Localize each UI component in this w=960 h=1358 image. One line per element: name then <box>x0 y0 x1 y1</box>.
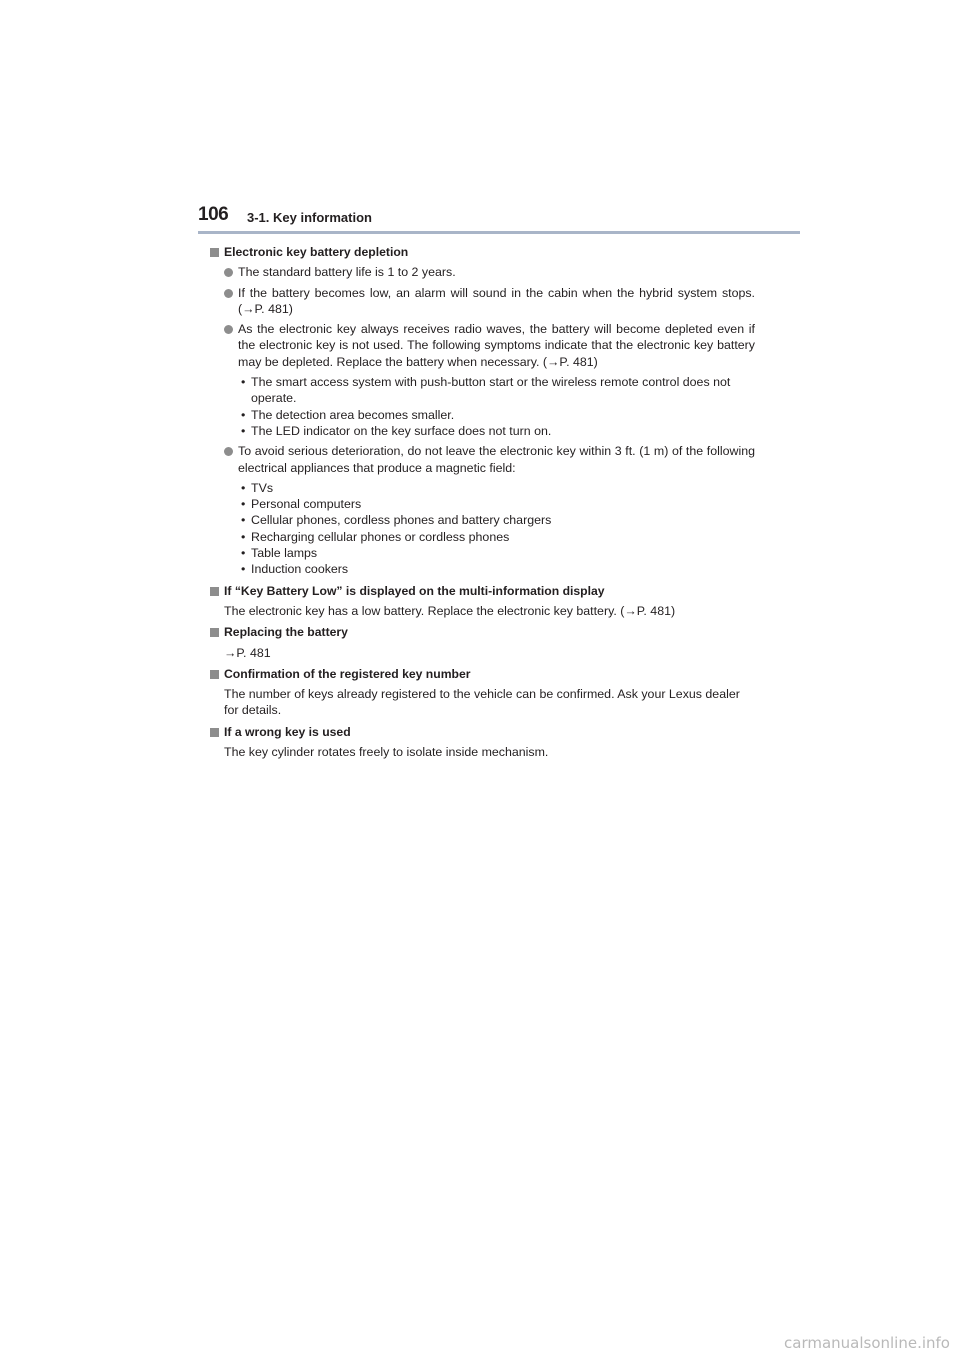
square-bullet-icon <box>210 628 219 637</box>
header-rule <box>198 231 800 234</box>
bullet-text: As the electronic key always receives radio waves, the battery will become depleted even if the electronic key is not used. The following symptoms indicate that the electronic key battery may be depleted. Replace the battery when necessary. (→P. 481) <box>238 322 755 369</box>
bullet-text: To avoid serious deterioration, do not leave the electronic key within 3 ft. (1 m) of the following electrical appliances that produce a magnetic field: <box>238 444 755 475</box>
section-heading-text: If “Key Battery Low” is displayed on the multi-information display <box>224 583 605 598</box>
section-body: The key cylinder rotates freely to isolate inside mechanism. <box>224 745 549 760</box>
circle-bullet-icon <box>224 289 233 298</box>
sub-item <box>238 480 755 496</box>
sub-item <box>238 374 755 407</box>
circle-bullet-icon <box>224 447 233 456</box>
dot-icon: • <box>241 497 246 512</box>
section-heading-text: Electronic key battery depletion <box>224 245 409 259</box>
bullet-item <box>210 264 755 280</box>
section-heading <box>210 583 755 599</box>
appliance-list <box>210 480 755 578</box>
dot-icon: • <box>241 513 246 528</box>
bullet-text: The standard battery life is 1 to 2 years. <box>238 265 456 280</box>
sub-item-text: Recharging cellular phones or cordless phones <box>251 529 510 544</box>
sub-item-text: Induction cookers <box>251 562 349 577</box>
dot-icon: • <box>241 423 246 438</box>
section-heading <box>210 724 755 740</box>
dot-icon: • <box>241 529 246 544</box>
dot-icon: • <box>241 562 246 577</box>
bullet-item <box>210 321 755 370</box>
sub-item-text: Table lamps <box>251 546 318 561</box>
page-header <box>198 200 800 236</box>
section-body: The electronic key has a low battery. Replace the electronic key battery. (→P. 481) <box>224 603 676 618</box>
square-bullet-icon <box>210 670 219 679</box>
sub-item <box>238 529 755 545</box>
sub-item-text: The LED indicator on the key surface does not turn on. <box>251 423 552 438</box>
footer-watermark: carmanualsonline.info <box>784 1334 950 1352</box>
sub-item-text: Personal computers <box>251 497 362 512</box>
square-bullet-icon <box>210 728 219 737</box>
sub-item <box>238 496 755 512</box>
section-heading-text: Replacing the battery <box>224 625 348 640</box>
section-wrong-key <box>210 724 755 761</box>
sub-item-text: TVs <box>251 480 274 495</box>
square-bullet-icon <box>210 248 219 257</box>
sub-item-text: The smart access system with push-button start or the wireless remote control does not operate. <box>251 375 731 406</box>
section-heading <box>210 244 755 260</box>
dot-icon: • <box>241 480 246 495</box>
page-content <box>210 244 755 765</box>
bullet-text: If the battery becomes low, an alarm will sound in the cabin when the hybrid system stops. (→P. 481) <box>238 285 755 316</box>
dot-icon: • <box>241 407 246 422</box>
section-heading-text: Confirmation of the registered key number <box>224 666 471 681</box>
section-body: The number of keys already registered to the vehicle can be confirmed. Ask your Lexus dealer for details. <box>224 687 740 718</box>
section-title: 3-1. Key information <box>247 210 372 225</box>
section-heading-text: If a wrong key is used <box>224 724 351 739</box>
sub-item <box>238 512 755 528</box>
section-replacing-battery <box>210 624 755 661</box>
dot-icon: • <box>241 546 246 561</box>
section-registered-key-number <box>210 666 755 719</box>
dot-icon: • <box>241 375 246 390</box>
symptom-list <box>210 374 755 439</box>
page-number: 106 <box>198 204 229 225</box>
sub-item <box>238 423 755 439</box>
section-key-battery-low <box>210 583 755 620</box>
sub-item-text: The detection area becomes smaller. <box>251 407 455 422</box>
bullet-item <box>210 285 755 318</box>
circle-bullet-icon <box>224 268 233 277</box>
sub-item <box>238 545 755 561</box>
sub-item-text: Cellular phones, cordless phones and battery chargers <box>251 513 552 528</box>
bullet-item <box>210 443 755 476</box>
sub-item <box>238 407 755 423</box>
square-bullet-icon <box>210 587 219 596</box>
section-heading <box>210 624 755 640</box>
section-body: →P. 481 <box>224 645 271 660</box>
circle-bullet-icon <box>224 325 233 334</box>
section-heading <box>210 666 755 682</box>
sub-item <box>238 561 755 577</box>
section-battery-depletion <box>210 244 755 578</box>
